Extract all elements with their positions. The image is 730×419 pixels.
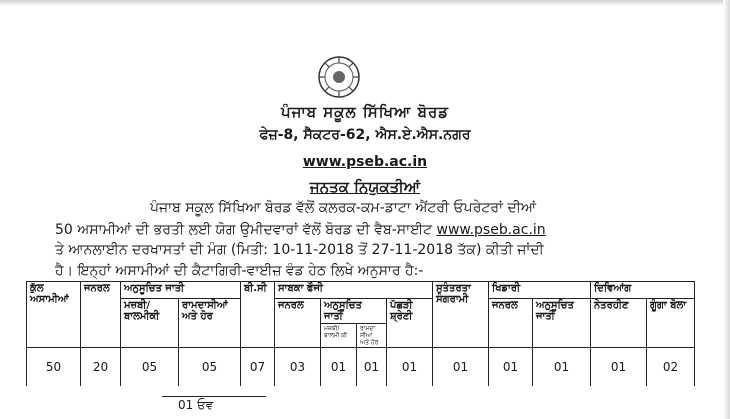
header-total-posts: ਕੁੱਲ ਅਸਾਮੀਆਂ <box>27 282 81 348</box>
board-emblem-icon <box>317 55 361 99</box>
ff-sub-label: ਸੰਗਰਾਮੀ <box>436 294 469 305</box>
footer-note: 01 ਓਵ <box>178 398 214 412</box>
board-address: ਫੇਜ਼-8, ਸੈਕਟਰ-62, ਐਸ.ਏ.ਐਸ.ਨਗਰ <box>259 127 471 143</box>
notice-line-2 <box>55 222 655 238</box>
board-name: ਪੰਜਾਬ ਸਕੂਲ ਸਿੱਖਿਆ ਬੋਰਡ <box>280 103 450 121</box>
header-bc: ਬੀ.ਸੀ <box>241 282 275 348</box>
notice-line-2-text: 50 ਅਸਾਮੀਆਂ ਦੀ ਭਰਤੀ ਲਈ ਯੋਗ ਉਮੀਦਵਾਰਾਂ ਵੱਲੋਂ ਬੋਰਡ ਦੀ ਵੈਬ-ਸਾਈਟ <box>55 222 433 238</box>
value-cell: 50 <box>27 348 81 387</box>
header-esm-backward: ਪੱਛੜੀ ਸ਼੍ਰੇਣੀ <box>387 299 433 348</box>
table-row <box>27 348 695 387</box>
value-cell: 01 <box>321 348 357 387</box>
header-sc-mazhbi: ਮਜ਼ਬੀ/ ਬਾਲਮੀਕੀ <box>121 299 179 348</box>
notice-line-3: ਤੇ ਆਨਲਾਈਨ ਦਰਖਾਸਤਾਂ ਦੀ ਮੰਗ (ਮਿਤੀ: 10-11-2018 ਤੋਂ 27-11-2018 ਤੱਕ) ਕੀਤੀ ਜਾਂਦੀ <box>55 242 544 258</box>
notice-website-link[interactable]: www.pseb.ac.in <box>436 222 546 238</box>
header-general: ਜਨਰਲ <box>81 282 121 348</box>
value-cell: 01 <box>387 348 433 387</box>
footer-divider <box>162 396 266 397</box>
header-esm-sc-ramdasia: ਰਾਮਦਾ ਸੀਆਂ ਅਤੇ ਹੋਰ <box>357 324 387 348</box>
posts-distribution-table <box>26 281 695 386</box>
website-link[interactable]: www.pseb.ac.in <box>302 154 428 170</box>
notice-line-4: ਹੈ। ਇਨ੍ਹਾਂ ਅਸਾਮੀਆਂ ਦੀ ਕੈਟਾਗਿਰੀ-ਵਾਈਜ਼ ਵੰਡ ਹੇਠ ਲਿਖੇ ਅਨੁਸਾਰ ਹੈ:- <box>55 263 424 279</box>
scan-top-shadow <box>0 0 730 6</box>
value-cell: 03 <box>275 348 321 387</box>
header-ex-servicemen: ਸਾਬਕਾ ਫੌਜੀ <box>275 282 433 299</box>
value-cell: 07 <box>241 348 275 387</box>
notice-line-1: ਪੰਜਾਬ ਸਕੂਲ ਸਿੱਖਿਆ ਬੋਰਡ ਵੱਲੋਂ ਕਲਰਕ-ਕਮ-ਡਾਟਾ ਐਂਟਰੀ ਓਪਰੇਟਰਾਂ ਦੀਆਂ <box>150 200 537 216</box>
header-sports-general: ਜਨਰਲ <box>489 299 533 348</box>
value-cell: 20 <box>81 348 121 387</box>
scan-right-edge <box>723 0 730 419</box>
value-cell: 01 <box>591 348 647 387</box>
header-sc: ਅਨੁਸੂਚਿਤ ਜਾਤੀ <box>121 282 241 299</box>
value-cell: 05 <box>121 348 179 387</box>
header-esm-sc: ਅਨੁਸੂਚਿਤ ਜਾਤੀ <box>321 299 387 324</box>
value-cell: 01 <box>489 348 533 387</box>
header-freedom-fighter <box>433 282 489 348</box>
notice-title: ਜਨਤਕ ਨਿਯੁਕਤੀਆਂ <box>309 178 421 196</box>
value-cell: 02 <box>647 348 695 387</box>
value-cell: 01 <box>533 348 591 387</box>
header-esm-general: ਜਨਰਲ <box>275 299 321 348</box>
header-disabled: ਦਿਵਿਆਂਗ <box>591 282 695 299</box>
header-sports: ਖਿਡਾਰੀ <box>489 282 591 299</box>
header-sc-ramdasia: ਰਾਮਦਾਸੀਆਂ ਅਤੇ ਹੋਰ <box>179 299 241 348</box>
value-cell: 01 <box>433 348 489 387</box>
header-deaf: ਗੂੰਗਾ ਬੋਲਾ <box>647 299 695 348</box>
header-esm-sc-mazhbi: ਮਜ਼ਬੀ/ ਬਾਲਮੀ ਕੀ <box>321 324 357 348</box>
header-sports-sc: ਅਨੁਸੂਚਿਤ ਜਾਤੀ <box>533 299 591 348</box>
value-cell: 05 <box>179 348 241 387</box>
value-cell: 01 <box>357 348 387 387</box>
header-blind: ਨੇਤਰਹੀਣ <box>591 299 647 348</box>
ff-label: ਸੁਤੰਤਰਤਾ <box>436 283 471 294</box>
